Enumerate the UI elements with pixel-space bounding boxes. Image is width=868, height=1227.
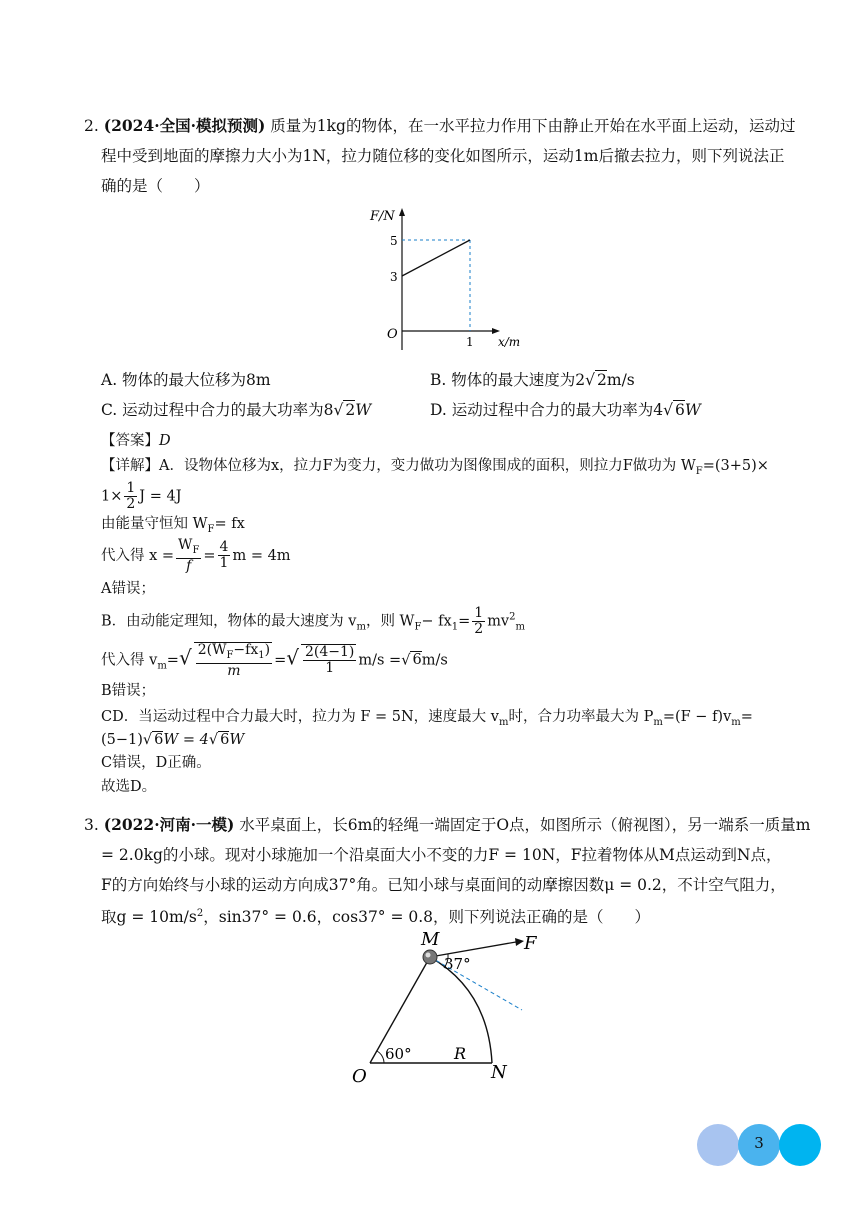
q2-detail-b1-post: mv <box>487 613 510 630</box>
q2-detail-b2-num1: 2(W <box>197 642 227 658</box>
q3-number: 3. <box>84 816 99 834</box>
q2-detail-a2-den: 2 <box>126 496 136 512</box>
q2-stem-line2: 程中受到地面的摩擦力大小为1N，拉力随位移的变化如图所示，运动1m后撤去拉力，则下列说法正 <box>101 147 785 165</box>
q3-stem-line4 <box>101 900 650 931</box>
q2-option-d: D. 运动过程中合力的最大功率为4√ 6W <box>430 401 701 419</box>
q3-ball-highlight <box>426 953 431 958</box>
q2-stem-line3: 确的是（ ） <box>101 177 210 195</box>
q2-detail-a4-num1-sub: F <box>192 544 200 556</box>
q3-label-r: R <box>454 1044 467 1063</box>
q3-label-m: M <box>421 930 440 950</box>
q2-detail-a1-end: =(3+5)× <box>702 458 769 474</box>
q2-detail-b1-eq: = <box>458 613 471 630</box>
q2-option-b-text: B. 物体的最大速度为2 <box>430 371 586 389</box>
q2-answer-label: 【答案】 <box>101 433 159 449</box>
q3-force-arrow <box>430 942 516 957</box>
q2-detail-a2-fraction <box>124 481 137 512</box>
q3-stem-line3: F的方向始终与小球的运动方向成37°角。已知小球与桌面间的动摩擦因数μ = 0.2，不计空气阻力， <box>101 876 786 894</box>
q3-label-angle37: 37° <box>444 955 471 973</box>
q2-detail-b1-post-sub: m <box>515 621 525 633</box>
q2-detail-b1-num: 1 <box>474 605 484 621</box>
q2-graph-y-arrow <box>399 208 405 216</box>
q2-detail-cd1-mid: 时，合力功率最大为 P <box>508 709 654 725</box>
q3-label-f: F <box>524 933 537 954</box>
q2-detail-b2-fraction2 <box>301 644 356 676</box>
q2-detail-b2-eq2: = <box>274 652 287 669</box>
q3-ball <box>423 950 437 964</box>
q2-graph-tick-3: 3 <box>390 270 398 284</box>
q3-stem-line4-end: ，sin37° = 0.6，cos37° = 0.8，则下列说法正确的是（ ） <box>203 908 651 927</box>
q2-detail-a2-num: 1 <box>126 480 136 496</box>
q2-detail-a4-num2: 4 <box>219 539 229 556</box>
q3-force-arrowhead <box>515 938 524 946</box>
q2-detail-b1-fraction <box>472 606 485 637</box>
q2-detail-b1-pre: B．由动能定理知，物体的最大速度为 v <box>101 613 357 630</box>
q2-detail-b1-sub: m <box>356 621 366 633</box>
q2-detail-cd3: C错误，D正确。 <box>101 755 211 771</box>
q2-detail-b1-den: 2 <box>474 621 484 637</box>
q2-option-d-unit: W <box>684 401 701 419</box>
q2-detail-b1-mid: ，则 W <box>365 613 415 630</box>
q2-graph-ylabel: F/N <box>370 209 395 224</box>
q2-detail-b2-den1: m <box>227 662 241 679</box>
q2-detail-b2-sub: m <box>157 660 167 672</box>
q2-option-c-radicand: 2 <box>345 401 356 419</box>
q2-option-b-radicand: 2 <box>597 371 607 389</box>
q2-detail-cd2-pre: (5−1) <box>101 732 143 748</box>
q2-graph-origin: O <box>387 327 398 342</box>
page-number: 3 <box>754 1134 764 1152</box>
q2-detail-a4-post: m = 4m <box>232 547 291 564</box>
q2-detail-cd1-sub2: m <box>653 716 663 728</box>
page-decor-circle-left <box>697 1124 739 1166</box>
q2-detail-a1-sub: F <box>695 465 703 477</box>
q2-detail-a1 <box>101 455 769 483</box>
q2-option-c-unit: W <box>355 401 372 419</box>
q2-detail-b2-fraction1 <box>194 642 272 679</box>
q2-detail-b1-mid2: − fx <box>421 613 452 630</box>
q2-option-c: C. 运动过程中合力的最大功率为8√ 2W <box>101 401 372 419</box>
q2-number: 2. <box>84 117 99 135</box>
q2-detail-cd1-sub3: m <box>731 716 741 728</box>
q2-detail-cd2-unit: W <box>229 732 245 748</box>
q2-line1 <box>84 112 795 140</box>
q2-detail-b3: B错误； <box>101 683 156 699</box>
q3-label-n: N <box>491 1062 507 1083</box>
q2-detail-a5: A错误； <box>101 581 155 597</box>
q2-graph-xlabel: x/m <box>498 335 521 349</box>
q2-source: (2024·全国·模拟预测) <box>103 116 266 135</box>
q2-detail-a4-fraction1 <box>176 538 201 574</box>
q2-graph-tick-5: 5 <box>390 234 398 248</box>
q2-detail-a4-fraction2 <box>218 540 231 571</box>
q2-detail-b1-post-sup: 2 <box>509 611 516 623</box>
q2-detail-b2-num1-sub2: 1 <box>258 649 265 661</box>
q3-stem-line1: 水平桌面上，长6m的轻绳一端固定于O点，如图所示（俯视图），另一端系一质量m <box>239 816 811 834</box>
q3-stem-line4-sup: 2 <box>196 908 204 919</box>
q2-detail-cd1-end: =(F − f)v <box>662 709 732 725</box>
q2-detail-cd2-radicand2: 6 <box>220 732 230 748</box>
q3-source: (2022·河南·一模) <box>103 815 235 834</box>
q2-detail-label: 【详解】 <box>101 458 159 474</box>
q3-line1 <box>84 811 811 839</box>
q2-detail-b2-num2: 2(4−1) <box>304 644 355 661</box>
q2-detail-a4 <box>101 538 291 574</box>
q2-detail-a2 <box>101 481 182 512</box>
q2-option-a: A. 物体的最大位移为8m <box>101 371 271 389</box>
q3-stem-line2: = 2.0kg的小球。现对小球施加一个沿桌面大小不变的力F = 10N，F拉着物体从M点运动到N点， <box>101 846 782 864</box>
q2-detail-a4-eq: = <box>203 547 216 564</box>
q2-stem-line1: 质量为1kg的物体，在一水平拉力作用下由静止开始在水平面上运动，运动过 <box>270 117 796 135</box>
q3-angle60-arc <box>377 1051 384 1063</box>
q2-detail-cd1-eq: = <box>740 709 753 725</box>
q2-detail-a2-pre: 1× <box>101 488 123 505</box>
q2-detail-cd2-mid: W = 4 <box>163 732 209 748</box>
q2-detail-a1-text: A．设物体位移为x，拉力F为变力，变力做功为图像围成的面积，则拉力F做功为 W <box>159 458 696 474</box>
q2-detail-b2-den2: 1 <box>325 660 335 677</box>
q2-detail-a4-num1: W <box>178 537 193 553</box>
q2-detail-a3-text: 由能量守恒知 W <box>101 516 208 532</box>
q2-detail-b2: 代入得 $v_m=√$ $\frac{2(W_F-fx_1)}{m}$ =√ $\frac{2(4-1)}{1}$ m/s =√ 6m/s <box>101 642 448 679</box>
page-decor-circle-right <box>779 1124 821 1166</box>
q3-rope-figure <box>340 930 560 1090</box>
q2-answer <box>101 430 171 452</box>
q2-detail-b2-num1-end: −fx <box>233 642 259 658</box>
q3-stem-line4-pre: 取g = 10m/s <box>101 908 197 927</box>
q2-option-d-text: D. 运动过程中合力的最大功率为4 <box>430 401 664 419</box>
q2-graph-x-arrow <box>492 328 500 334</box>
q2-detail-cd2: (5−1)√ 6W = 4√ 6W <box>101 732 245 748</box>
q2-force-displacement-graph <box>360 204 540 354</box>
q2-detail-b2-radicand: 6 <box>412 652 422 669</box>
q2-detail-b1-sub2: F <box>414 621 422 633</box>
q2-detail-b2-eq: = <box>166 652 179 669</box>
q2-answer-value: D <box>159 433 171 449</box>
q2-detail-b2-post: m/s = <box>358 652 402 669</box>
q2-graph-force-line <box>402 240 470 276</box>
q3-label-o: O <box>352 1066 367 1087</box>
q2-graph-tick-x1: 1 <box>466 335 474 349</box>
q2-detail-b2-unit: m/s <box>421 652 448 669</box>
q2-detail-a4-pre: 代入得 x = <box>101 547 175 564</box>
q2-detail-b2-num1-sub: F <box>226 649 234 661</box>
q2-detail-b1-sub3: 1 <box>451 621 459 633</box>
q2-detail-b2-pre: 代入得 v <box>101 652 158 669</box>
q2-detail-cd2-radicand: 6 <box>154 732 164 748</box>
q2-detail-a2-post: J = 4J <box>139 488 182 505</box>
q2-detail-a3-end: = fx <box>214 516 245 532</box>
q2-detail-cd1-sub: m <box>498 716 509 728</box>
q2-option-b: B. 物体的最大速度为2√ 2m/s <box>430 371 635 389</box>
q2-option-b-unit: m/s <box>606 371 635 389</box>
q3-label-angle60: 60° <box>385 1045 412 1063</box>
q2-detail-a4-den1: f <box>186 557 192 574</box>
q2-detail-a4-den2: 1 <box>219 555 229 572</box>
q2-detail-a3-sub: F <box>207 523 215 535</box>
q2-detail-cd4: 故选D。 <box>101 779 157 795</box>
q2-option-d-radicand: 6 <box>674 401 685 419</box>
q2-detail-a3 <box>101 513 245 541</box>
q2-detail-b2-num1-close: ) <box>264 642 271 658</box>
q2-detail-b1 <box>101 606 525 638</box>
q2-detail-cd1-pre: CD．当运动过程中合力最大时，拉力为 F = 5N，速度最大 v <box>101 709 499 725</box>
q2-option-c-text: C. 运动过程中合力的最大功率为8 <box>101 401 334 419</box>
